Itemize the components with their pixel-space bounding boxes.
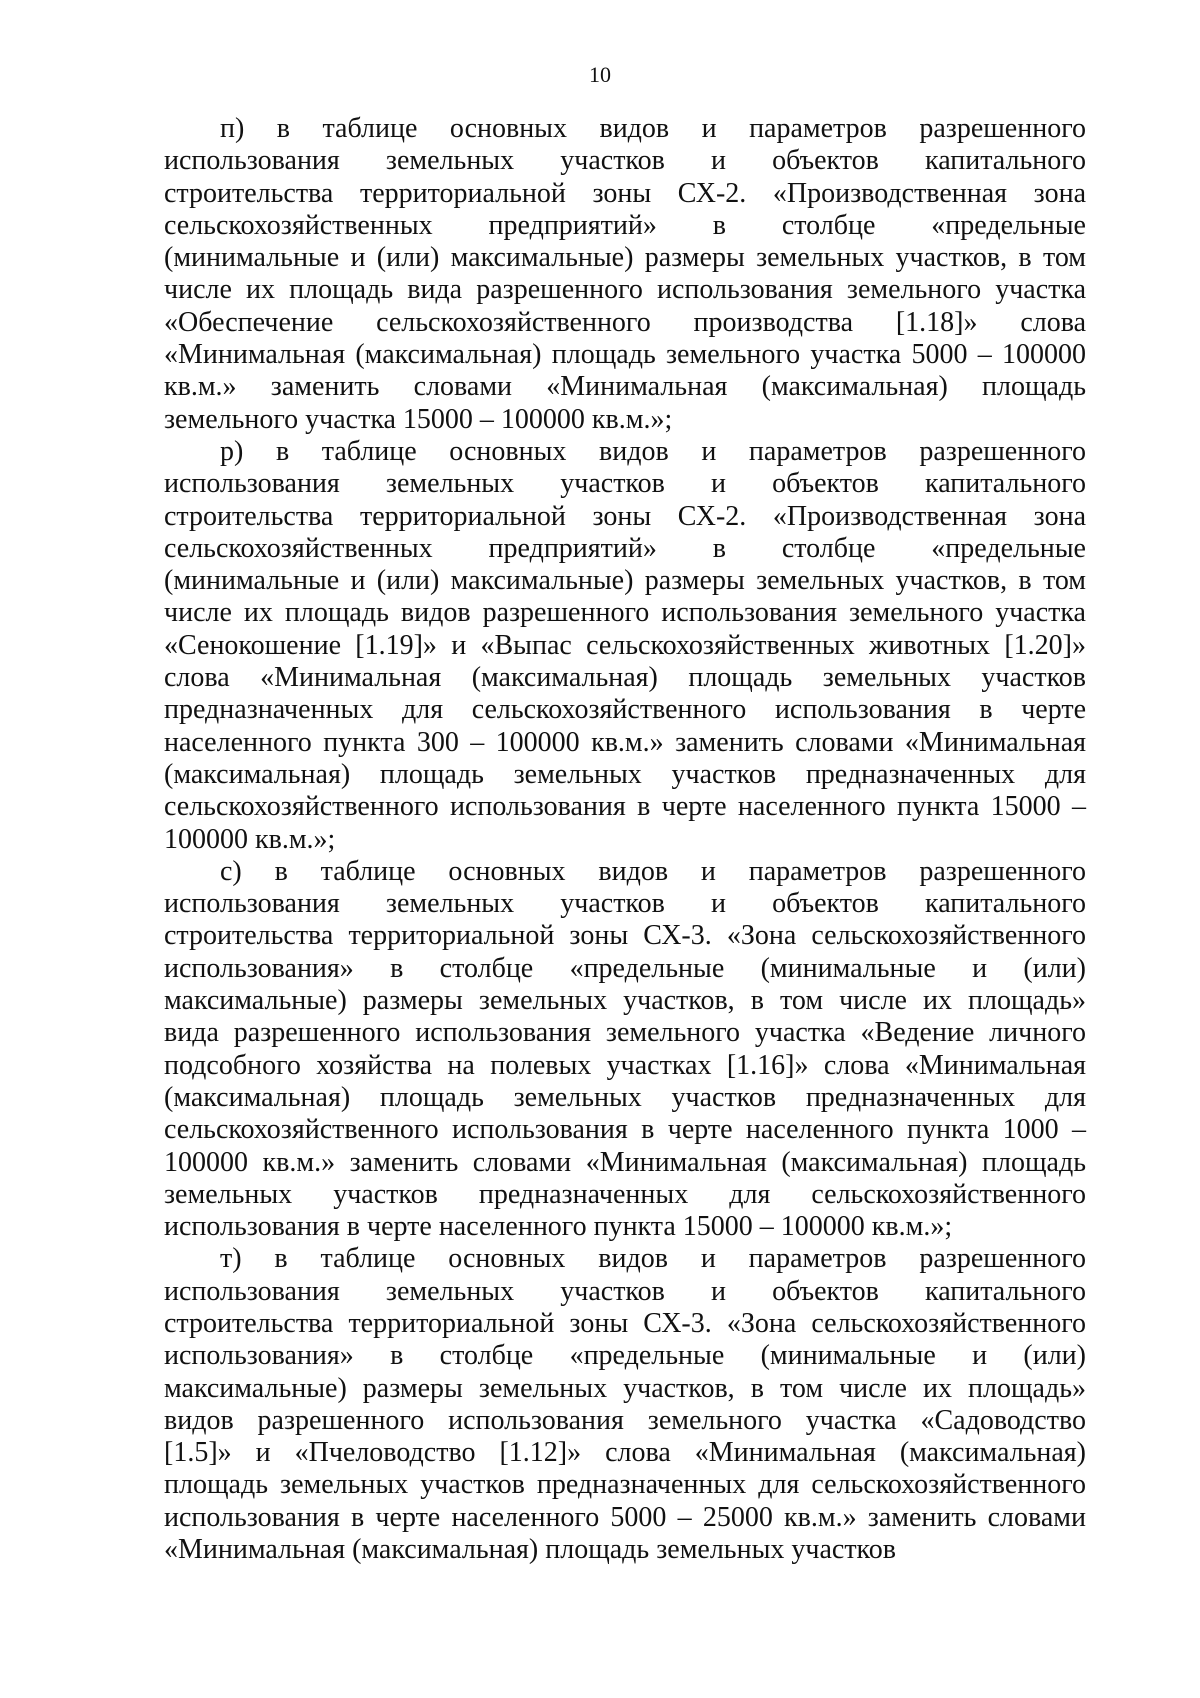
text-line: использования в черте населенного 5000 – 25000 кв.м.» заменить словами	[164, 1501, 1086, 1533]
text-line: с) в таблице основных видов и параметров разрешенного	[220, 855, 1086, 887]
page-number: 10	[589, 62, 611, 87]
text-line: сельскохозяйственных предприятий» в столбце «предельные	[164, 532, 1086, 564]
text-line: использования земельных участков и объектов капитального	[164, 888, 1086, 920]
text-line: использования» в столбце «предельные (минимальные и (или)	[164, 1340, 1086, 1372]
text-line: использования земельных участков и объектов капитального	[164, 1275, 1086, 1307]
text-line: использования» в столбце «предельные (минимальные и (или)	[164, 952, 1086, 984]
paragraph-item-p	[164, 113, 1086, 436]
text-line: числе их площадь вида разрешенного использования земельного участка	[164, 274, 1086, 306]
text-line: 100000 кв.м.» заменить словами «Минимальная (максимальная) площадь	[164, 1146, 1086, 1178]
text-line: 100000 кв.м.»;	[164, 823, 336, 855]
text-line: сельскохозяйственного использования в черте населенного пункта 1000 –	[164, 1114, 1086, 1146]
text-line: вида разрешенного использования земельного участка «Ведение личного	[164, 1017, 1086, 1049]
text-line: «Минимальная (максимальная) площадь земельного участка 5000 – 100000	[164, 339, 1086, 371]
text-line: слова «Минимальная (максимальная) площадь земельных участков	[164, 662, 1086, 694]
text-line: строительства территориальной зоны СХ-3. «Зона сельскохозяйственного	[164, 920, 1086, 952]
text-line: п) в таблице основных видов и параметров разрешенного	[220, 113, 1086, 144]
text-line: населенного пункта 300 – 100000 кв.м.» заменить словами «Минимальная	[164, 726, 1086, 758]
text-line: т) в таблице основных видов и параметров разрешенного	[220, 1243, 1086, 1275]
paragraph-item-s	[164, 856, 1086, 1244]
text-line: [1.5]» и «Пчеловодство [1.12]» слова «Минимальная (максимальная)	[164, 1437, 1086, 1469]
text-line: использования в черте населенного пункта 15000 – 100000 кв.м.»;	[164, 1211, 953, 1243]
text-line: использования земельных участков и объектов капитального	[164, 145, 1086, 177]
text-line: «Минимальная (максимальная) площадь земельных участков	[164, 1534, 896, 1566]
text-line: кв.м.» заменить словами «Минимальная (максимальная) площадь	[164, 371, 1086, 403]
text-line: «Сенокошение [1.19]» и «Выпас сельскохозяйственных животных [1.20]»	[164, 629, 1086, 661]
text-line: сельскохозяйственного использования в черте населенного пункта 15000 –	[164, 791, 1086, 823]
text-line: (минимальные и (или) максимальные) размеры земельных участков, в том	[164, 242, 1086, 274]
text-line: (минимальные и (или) максимальные) размеры земельных участков, в том	[164, 565, 1086, 597]
text-line: строительства территориальной зоны СХ-3. «Зона сельскохозяйственного	[164, 1307, 1086, 1339]
text-line: максимальные) размеры земельных участков, в том числе их площадь»	[164, 1372, 1086, 1404]
text-line: (максимальная) площадь земельных участков предназначенных для	[164, 758, 1086, 790]
text-line: числе их площадь видов разрешенного использования земельного участка	[164, 597, 1086, 629]
text-line: строительства территориальной зоны СХ-2. «Производственная зона	[164, 500, 1086, 532]
text-line: земельных участков предназначенных для сельскохозяйственного	[164, 1178, 1086, 1210]
text-line: площадь земельных участков предназначенных для сельскохозяйственного	[164, 1469, 1086, 1501]
text-line: использования земельных участков и объектов капитального	[164, 468, 1086, 500]
text-line: строительства территориальной зоны СХ-2. «Производственная зона	[164, 177, 1086, 209]
text-line: земельного участка 15000 – 100000 кв.м.»;	[164, 403, 673, 435]
text-line: (максимальная) площадь земельных участков предназначенных для	[164, 1081, 1086, 1113]
paragraph-item-t	[164, 1243, 1086, 1566]
text-line: предназначенных для сельскохозяйственного использования в черте	[164, 694, 1086, 726]
text-line: р) в таблице основных видов и параметров разрешенного	[220, 435, 1086, 467]
text-line: сельскохозяйственных предприятий» в столбце «предельные	[164, 209, 1086, 241]
paragraph-item-r	[164, 436, 1086, 856]
text-line: максимальные) размеры земельных участков, в том числе их площадь»	[164, 985, 1086, 1017]
text-line: подсобного хозяйства на полевых участках [1.16]» слова «Минимальная	[164, 1049, 1086, 1081]
text-line: видов разрешенного использования земельного участка «Садоводство	[164, 1404, 1086, 1436]
document-body	[164, 113, 1086, 1566]
text-line: «Обеспечение сельскохозяйственного производства [1.18]» слова	[164, 306, 1086, 338]
